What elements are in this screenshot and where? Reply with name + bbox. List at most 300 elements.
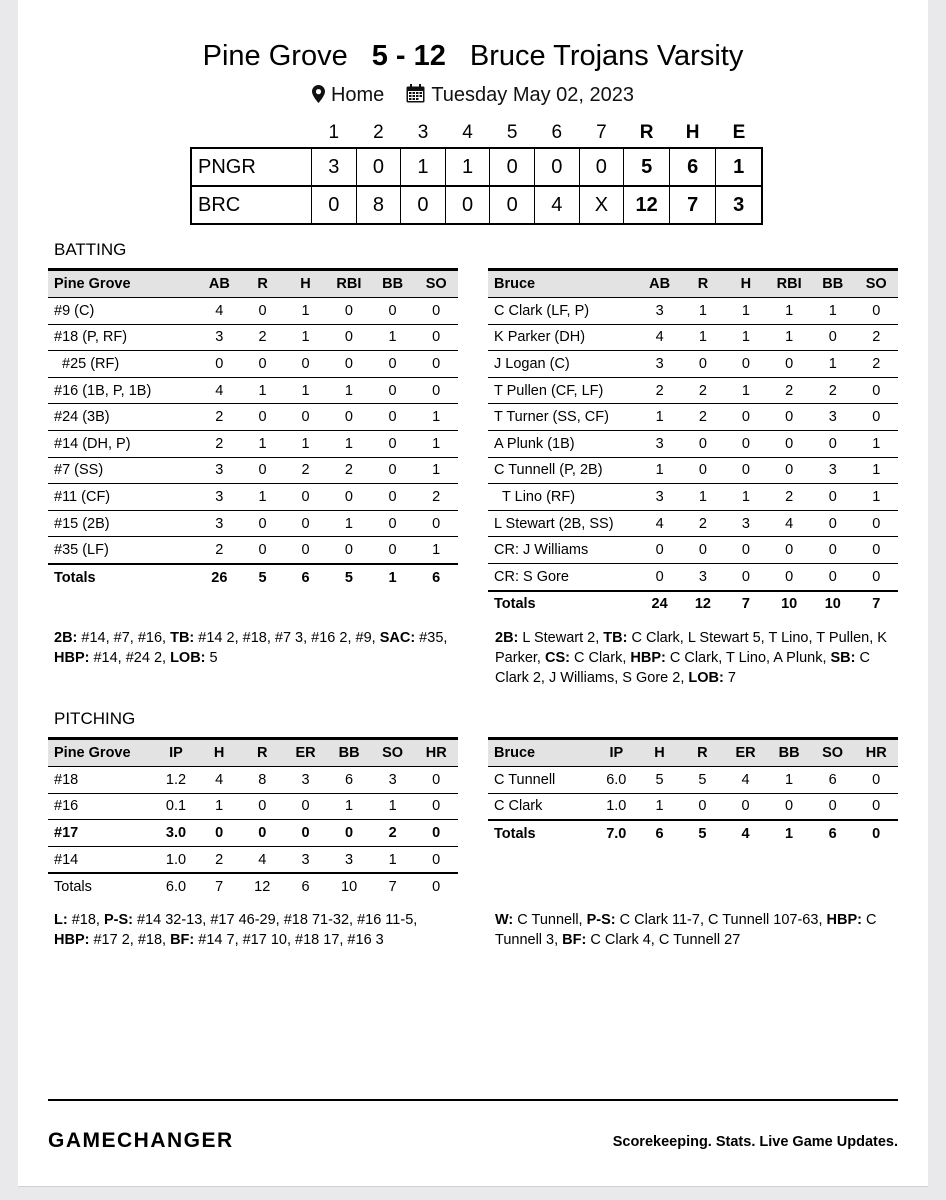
total-cell: 26	[198, 564, 242, 591]
stat-cell: 0	[725, 430, 768, 457]
stat-cell: 3	[198, 324, 242, 351]
stat-cell: 0	[767, 537, 811, 564]
stat-cell: 4	[198, 298, 242, 325]
column-header: R	[241, 270, 284, 298]
stat-cell: 2	[681, 510, 724, 537]
note-text: #14 7, #17 10, #18 17, #16 3	[194, 932, 384, 948]
stat-cell: 0	[327, 537, 371, 564]
stat-cell: 0	[811, 324, 854, 351]
stat-cell: 0	[371, 404, 415, 431]
note-text: #14, #24 2,	[89, 650, 171, 666]
column-header: BB	[371, 270, 415, 298]
player-name: CR: J Williams	[488, 537, 638, 564]
stat-cell: 2	[371, 820, 415, 847]
total-cell: 6	[638, 820, 681, 847]
stat-cell: 0	[371, 298, 415, 325]
stat-cell: 0	[681, 430, 724, 457]
stat-cell: 0	[371, 430, 415, 457]
gamechanger-logo: GAMECHANGER	[48, 1129, 234, 1152]
note-label: TB:	[603, 630, 628, 646]
stat-cell: 6.0	[595, 767, 638, 794]
player-name: C Tunnell	[488, 767, 595, 794]
inning-runs: 4	[534, 186, 579, 224]
note-label: HBP:	[826, 912, 862, 928]
stat-cell: 1	[241, 484, 284, 511]
player-name: #14 (DH, P)	[48, 430, 198, 457]
stat-cell: 3	[638, 430, 681, 457]
stat-cell: 3	[725, 510, 768, 537]
stat-cell: 0	[198, 351, 242, 378]
runs-header: R	[639, 121, 654, 143]
note-label: CS:	[544, 650, 570, 666]
note-label: P-S:	[103, 912, 133, 928]
column-header: IP	[595, 739, 638, 767]
away-team-name: Pine Grove	[202, 40, 348, 72]
note-text: 5	[205, 650, 218, 666]
player-name: #16 (1B, P, 1B)	[48, 377, 198, 404]
stat-cell: 0	[855, 510, 899, 537]
inning-header: 1	[328, 121, 340, 143]
stat-cell: 2	[767, 484, 811, 511]
inning-runs: 1	[445, 148, 490, 186]
stat-cell: 0	[414, 793, 458, 820]
total-cell: 5	[241, 564, 284, 591]
column-header: AB	[198, 270, 242, 298]
table-row	[48, 537, 458, 564]
stat-cell: 1	[371, 793, 415, 820]
away-batting-table	[48, 268, 458, 591]
note-text: C Tunnell 3,	[495, 912, 877, 948]
player-name: #18 (P, RF)	[48, 324, 198, 351]
stat-cell: 3	[638, 298, 681, 325]
inning-header: 3	[417, 121, 429, 143]
stat-cell: 2	[198, 404, 242, 431]
stat-cell: 0	[638, 537, 681, 564]
table-row	[488, 563, 898, 590]
inning-runs: 0	[445, 186, 490, 224]
player-name: A Plunk (1B)	[488, 430, 638, 457]
stat-cell: 1	[198, 793, 241, 820]
stat-cell: 1	[414, 430, 458, 457]
home-pitching-notes	[495, 910, 895, 950]
totals-label: Totals	[48, 564, 198, 591]
final-score: 5 - 12	[371, 40, 446, 72]
stat-cell: 1	[327, 510, 371, 537]
column-header: SO	[811, 739, 855, 767]
note-label: SB:	[830, 650, 856, 666]
note-text: C Clark 2, J Williams, S Gore 2,	[495, 650, 870, 686]
note-text: #35,	[415, 630, 448, 646]
stat-cell: 0	[241, 820, 284, 847]
note-label: HBP:	[54, 650, 90, 666]
table-row	[488, 510, 898, 537]
table-row	[48, 846, 458, 873]
inning-runs: 1	[401, 148, 446, 186]
stat-cell: 4	[198, 767, 241, 794]
note-text: #14 2, #18, #7 3, #16 2, #9,	[194, 630, 380, 646]
column-header: Bruce	[488, 270, 638, 298]
away-batting-notes	[54, 628, 454, 668]
stat-cell: 0	[638, 563, 681, 590]
stat-cell: 0	[284, 351, 327, 378]
stat-cell: 0	[241, 404, 284, 431]
stat-cell: 1.0	[595, 793, 638, 820]
column-header: R	[681, 739, 724, 767]
stat-cell: 1	[767, 298, 811, 325]
note-text: C Clark 11-7, C Tunnell 107-63,	[615, 912, 827, 928]
stat-cell: 0	[327, 298, 371, 325]
stat-cell: 3	[198, 457, 242, 484]
team-abbr: PNGR	[191, 148, 312, 186]
note-label: P-S:	[586, 912, 616, 928]
stat-cell: 3	[638, 351, 681, 378]
stat-cell: 0	[241, 351, 284, 378]
table-row	[48, 298, 458, 325]
stat-cell: 0	[854, 793, 898, 820]
total-hits: 7	[670, 186, 716, 224]
stat-cell: 1	[855, 430, 899, 457]
column-header: ER	[284, 739, 327, 767]
column-header: BB	[767, 739, 811, 767]
column-header: AB	[638, 270, 681, 298]
stat-cell: 0	[767, 457, 811, 484]
stat-cell: 2	[767, 377, 811, 404]
inning-runs: 0	[579, 148, 624, 186]
stat-cell: 1	[327, 430, 371, 457]
player-name: C Clark (LF, P)	[488, 298, 638, 325]
player-name: T Turner (SS, CF)	[488, 404, 638, 431]
stat-cell: 0	[855, 298, 899, 325]
stat-cell: 0	[725, 404, 768, 431]
stat-cell: 6	[811, 767, 855, 794]
column-header: IP	[154, 739, 197, 767]
stat-cell: 0	[681, 793, 724, 820]
stat-cell: 1	[414, 457, 458, 484]
stat-cell: 1	[855, 484, 899, 511]
stat-cell: 3	[638, 484, 681, 511]
inning-runs: 0	[534, 148, 579, 186]
stat-cell: 0	[371, 484, 415, 511]
player-name: C Clark	[488, 793, 595, 820]
stat-cell: 1	[327, 377, 371, 404]
stat-cell: 0.1	[154, 793, 197, 820]
home-team-name: Bruce Trojans Varsity	[469, 40, 744, 72]
note-text: #14, #7, #16,	[77, 630, 171, 646]
stat-cell: 0	[811, 793, 855, 820]
table-row	[48, 820, 458, 847]
stat-cell: 1	[371, 846, 415, 873]
stat-cell: 1	[725, 484, 768, 511]
table-row	[48, 510, 458, 537]
stat-cell: 3	[811, 404, 854, 431]
total-cell: 5	[327, 564, 371, 591]
stat-cell: 0	[371, 351, 415, 378]
total-cell: 12	[681, 591, 724, 618]
line-score-table	[190, 118, 763, 225]
home-batting-notes	[495, 628, 895, 688]
note-label: W:	[495, 912, 514, 928]
column-header: R	[681, 270, 724, 298]
total-cell: 7	[198, 873, 241, 900]
stat-cell: 0	[414, 377, 458, 404]
stat-cell: 1	[241, 430, 284, 457]
stat-cell: 1	[284, 324, 327, 351]
stat-cell: 5	[638, 767, 681, 794]
table-row	[488, 351, 898, 378]
stat-cell: 2	[855, 324, 899, 351]
inning-runs: 0	[401, 186, 446, 224]
table-row	[488, 767, 898, 794]
stat-cell: 0	[284, 404, 327, 431]
stat-cell: 0	[414, 820, 458, 847]
stat-cell: 0	[414, 846, 458, 873]
stat-cell: 0	[681, 457, 724, 484]
stat-cell: 2	[284, 457, 327, 484]
stat-cell: 0	[414, 298, 458, 325]
total-hits: 6	[670, 148, 716, 186]
inning-runs: 0	[356, 148, 401, 186]
table-row	[488, 537, 898, 564]
table-row	[48, 793, 458, 820]
stat-cell: 2	[681, 404, 724, 431]
total-cell: 0	[414, 873, 458, 900]
column-header: ER	[724, 739, 767, 767]
column-header: H	[284, 270, 327, 298]
stat-cell: 0	[241, 457, 284, 484]
stat-cell: 1	[327, 793, 371, 820]
stat-cell: 5	[681, 767, 724, 794]
stat-cell: 1	[811, 351, 854, 378]
stat-cell: 0	[284, 793, 327, 820]
column-header: H	[725, 270, 768, 298]
stat-cell: 1	[725, 298, 768, 325]
line-score-row	[191, 186, 762, 224]
stat-cell: 1	[855, 457, 899, 484]
column-header: BB	[811, 270, 854, 298]
stat-cell: 0	[811, 484, 854, 511]
stat-cell: 2	[414, 484, 458, 511]
stat-cell: 4	[767, 510, 811, 537]
total-cell: 7	[725, 591, 768, 618]
stat-cell: 1	[241, 377, 284, 404]
home-batting-table	[488, 268, 898, 617]
table-row	[48, 377, 458, 404]
table-row	[488, 457, 898, 484]
table-row	[488, 404, 898, 431]
stat-cell: 0	[371, 510, 415, 537]
column-header: Pine Grove	[48, 270, 198, 298]
stat-cell: 0	[241, 793, 284, 820]
stat-cell: 0	[811, 430, 854, 457]
column-header: R	[241, 739, 284, 767]
game-date: Tuesday May 02, 2023	[431, 84, 635, 106]
stat-cell: 0	[767, 404, 811, 431]
location-text: Home	[330, 84, 385, 106]
stat-cell: 1	[811, 298, 854, 325]
stat-cell: 0	[371, 377, 415, 404]
total-cell: 10	[327, 873, 371, 900]
stat-cell: 0	[811, 510, 854, 537]
stat-cell: 2	[327, 457, 371, 484]
column-header: H	[198, 739, 241, 767]
column-header: Pine Grove	[48, 739, 154, 767]
total-errors: 1	[716, 148, 763, 186]
stat-cell: 1	[284, 430, 327, 457]
stat-cell: 4	[638, 510, 681, 537]
note-text: C Tunnell,	[513, 912, 587, 928]
column-header: H	[638, 739, 681, 767]
player-name: J Logan (C)	[488, 351, 638, 378]
stat-cell: 0	[414, 510, 458, 537]
stat-cell: 0	[855, 404, 899, 431]
stat-cell: 0	[414, 767, 458, 794]
stat-cell: 3	[284, 846, 327, 873]
total-runs: 12	[624, 186, 670, 224]
player-name: L Stewart (2B, SS)	[488, 510, 638, 537]
totals-label: Totals	[488, 591, 638, 618]
stat-cell: 3	[811, 457, 854, 484]
stat-cell: 0	[327, 351, 371, 378]
inning-header: 5	[506, 121, 518, 143]
home-pitching-table	[488, 737, 898, 847]
stat-cell: 2	[198, 537, 242, 564]
column-header: SO	[414, 270, 458, 298]
stat-cell: 0	[725, 537, 768, 564]
total-cell: 12	[241, 873, 284, 900]
stat-cell: 0	[855, 377, 899, 404]
stat-cell: 0	[327, 484, 371, 511]
stat-cell: 1.2	[154, 767, 197, 794]
total-cell: 6.0	[154, 873, 197, 900]
calendar-icon	[406, 84, 425, 103]
inning-header: 2	[373, 121, 384, 143]
hits-header: H	[685, 121, 700, 143]
stat-cell: 0	[681, 537, 724, 564]
stat-cell: 1	[284, 377, 327, 404]
totals-row	[48, 564, 458, 591]
column-header: SO	[855, 270, 899, 298]
stat-cell: 0	[371, 457, 415, 484]
note-label: HBP:	[54, 932, 90, 948]
note-text: C Clark, L Stewart 5, T Lino, T Pullen, K Parker,	[495, 630, 887, 666]
note-label: HBP:	[630, 650, 666, 666]
stat-cell: 0	[725, 563, 768, 590]
stat-cell: 1	[681, 298, 724, 325]
column-header: RBI	[767, 270, 811, 298]
total-cell: 1	[767, 820, 811, 847]
stat-cell: 8	[241, 767, 284, 794]
stat-cell: 4	[198, 377, 242, 404]
stat-cell: 1	[414, 537, 458, 564]
total-cell: 6	[414, 564, 458, 591]
away-pitching-table	[48, 737, 458, 900]
note-label: BF:	[170, 932, 195, 948]
inning-runs: 8	[356, 186, 401, 224]
stat-cell: 1	[681, 324, 724, 351]
note-label: LOB:	[170, 650, 206, 666]
stat-cell: 0	[811, 537, 854, 564]
table-row	[488, 793, 898, 820]
note-label: 2B:	[495, 630, 519, 646]
game-info	[0, 84, 946, 107]
stat-cell: 2	[681, 377, 724, 404]
stat-cell: 0	[371, 537, 415, 564]
stat-cell: 0	[725, 351, 768, 378]
stat-cell: 2	[855, 351, 899, 378]
player-name: C Tunnell (P, 2B)	[488, 457, 638, 484]
stat-cell: 1	[284, 298, 327, 325]
stat-cell: 0	[767, 793, 811, 820]
table-row	[48, 351, 458, 378]
away-pitching-notes	[54, 910, 454, 950]
stat-cell: 4	[241, 846, 284, 873]
stat-cell: 1	[638, 404, 681, 431]
note-label: SAC:	[379, 630, 416, 646]
note-label: LOB:	[688, 670, 724, 686]
total-cell: 24	[638, 591, 681, 618]
totals-row	[48, 873, 458, 900]
stat-cell: 3	[198, 510, 242, 537]
player-name: #11 (CF)	[48, 484, 198, 511]
note-text: #17 2, #18,	[89, 932, 171, 948]
total-cell: 5	[681, 820, 724, 847]
batting-section-title: BATTING	[54, 240, 127, 259]
stat-cell: 0	[811, 563, 854, 590]
note-label: BF:	[562, 932, 587, 948]
column-header: HR	[854, 739, 898, 767]
table-row	[48, 484, 458, 511]
stat-cell: 3	[371, 767, 415, 794]
player-name: #15 (2B)	[48, 510, 198, 537]
stat-cell: 0	[767, 563, 811, 590]
total-cell: 10	[767, 591, 811, 618]
table-row	[48, 430, 458, 457]
stat-cell: 0	[284, 537, 327, 564]
note-label: L:	[54, 912, 68, 928]
table-row	[488, 324, 898, 351]
stat-cell: 0	[855, 563, 899, 590]
player-name: T Lino (RF)	[488, 484, 638, 511]
inning-header: 4	[462, 121, 473, 143]
table-row	[48, 767, 458, 794]
stat-cell: 0	[198, 820, 241, 847]
column-header: BB	[327, 739, 371, 767]
totals-label: Totals	[488, 820, 595, 847]
stat-cell: 6	[327, 767, 371, 794]
total-runs: 5	[624, 148, 670, 186]
stat-cell: 2	[241, 324, 284, 351]
player-name: #25 (RF)	[48, 351, 198, 378]
footer-divider	[48, 1099, 898, 1101]
errors-header: E	[732, 121, 746, 143]
stat-cell: 1	[681, 484, 724, 511]
inning-runs: X	[579, 186, 624, 224]
stat-cell: 4	[638, 324, 681, 351]
footer-tagline: Scorekeeping. Stats. Live Game Updates.	[612, 1134, 898, 1150]
stat-cell: 1	[371, 324, 415, 351]
player-name: #16	[48, 793, 154, 820]
note-text: 7	[723, 670, 736, 686]
stat-cell: 0	[327, 404, 371, 431]
stat-cell: 0	[414, 351, 458, 378]
totals-row	[488, 591, 898, 618]
table-row	[488, 377, 898, 404]
stat-cell: 0	[241, 298, 284, 325]
note-text: #14 32-13, #17 46-29, #18 71-32, #16 11-5,	[132, 912, 418, 928]
player-name: #35 (LF)	[48, 537, 198, 564]
note-label: TB:	[170, 630, 195, 646]
line-score-row	[191, 148, 762, 186]
